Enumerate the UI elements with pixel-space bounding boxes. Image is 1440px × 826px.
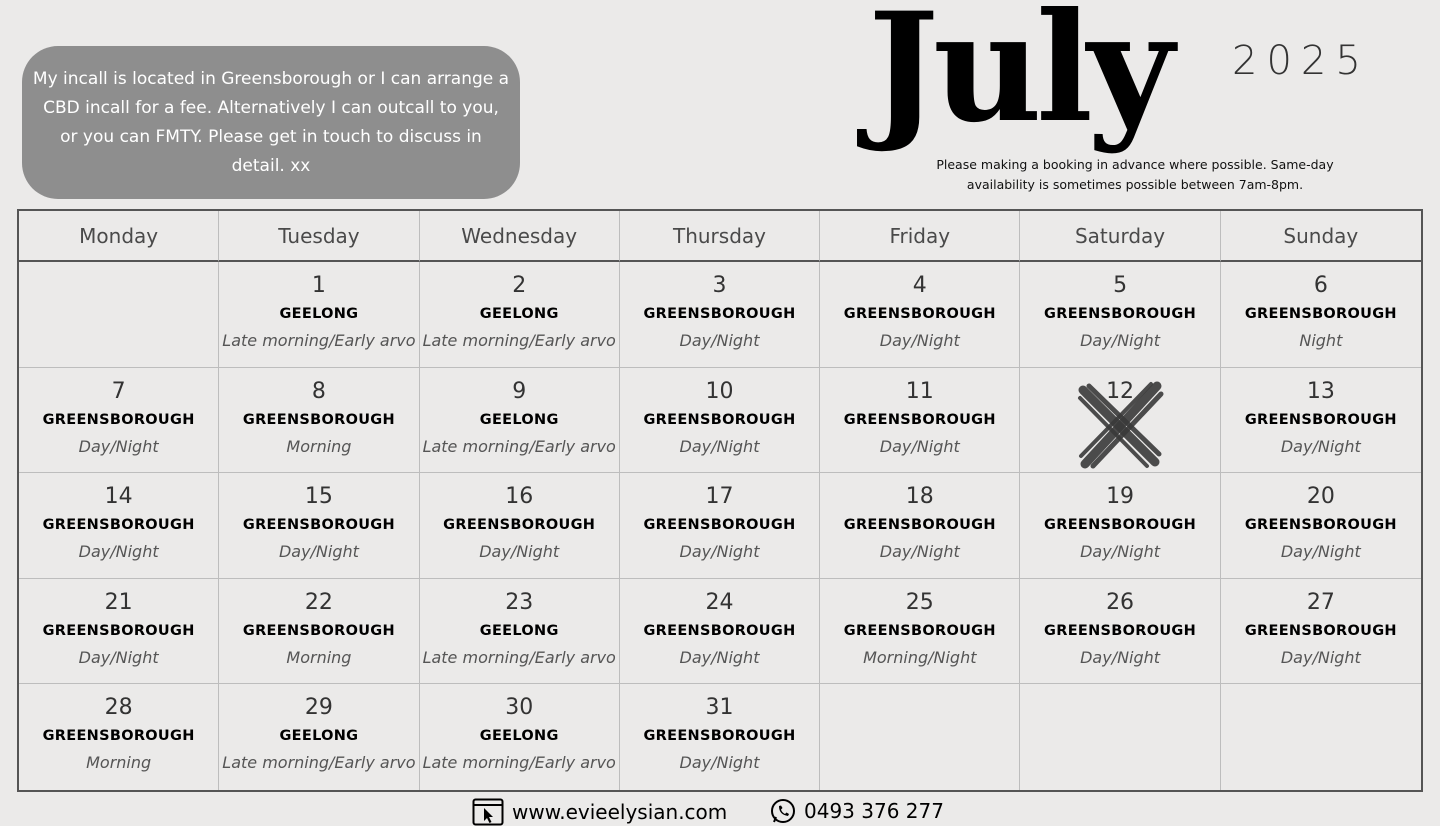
day-availability: Late morning/Early arvo	[422, 647, 616, 667]
day-location: GEELONG	[279, 306, 359, 322]
day-cell-15[interactable]	[219, 473, 419, 579]
day-cell-11[interactable]	[820, 368, 1020, 474]
year-label: 2025	[1232, 38, 1370, 84]
day-cell-5[interactable]	[1020, 262, 1220, 368]
day-availability: Day/Night	[679, 647, 760, 667]
day-number: 18	[905, 484, 934, 510]
day-number: 24	[705, 589, 734, 615]
day-number: 7	[111, 378, 126, 404]
day-cell-26[interactable]	[1020, 579, 1220, 685]
day-cell-1[interactable]	[219, 262, 419, 368]
day-cell-21[interactable]	[19, 579, 219, 685]
day-cell-29[interactable]	[219, 684, 419, 790]
day-cell-3[interactable]	[620, 262, 820, 368]
month-title: July	[868, 0, 1169, 156]
day-number: 9	[512, 378, 527, 404]
day-availability: Late morning/Early arvo	[222, 753, 416, 773]
day-location: GEELONG	[479, 728, 559, 745]
footer	[0, 796, 1440, 826]
weekday-header: Monday	[19, 211, 219, 262]
day-number: 17	[705, 484, 734, 510]
website-text: www.evieelysian.com	[512, 800, 728, 824]
day-availability: Day/Night	[1080, 331, 1161, 350]
day-location: GREENSBOROUGH	[843, 517, 996, 534]
day-location: GREENSBOROUGH	[843, 306, 996, 322]
day-availability: Day/Night	[1080, 647, 1161, 667]
day-number: 22	[304, 589, 333, 615]
day-location: GREENSBOROUGH	[643, 622, 796, 639]
day-number: 12	[1106, 378, 1135, 404]
day-location: GREENSBOROUGH	[643, 306, 796, 322]
day-number: 25	[905, 589, 934, 615]
day-location: GREENSBOROUGH	[1244, 306, 1397, 322]
weekday-header: Wednesday	[420, 211, 620, 262]
weekday-header: Tuesday	[219, 211, 419, 262]
day-number: 8	[311, 378, 326, 404]
day-number: 1	[311, 273, 326, 298]
day-cell-28[interactable]	[19, 684, 219, 790]
day-availability: Day/Night	[78, 542, 159, 562]
day-availability: Late morning/Early arvo	[422, 436, 616, 456]
day-cell-9[interactable]	[420, 368, 620, 474]
empty-day-cell	[1221, 684, 1421, 790]
day-number: 3	[712, 273, 727, 298]
day-number: 13	[1306, 378, 1335, 404]
day-location: GREENSBOROUGH	[242, 517, 395, 534]
empty-day-cell	[1020, 684, 1220, 790]
day-number: 28	[104, 695, 133, 721]
info-bubble	[22, 46, 520, 199]
day-cell-4[interactable]	[820, 262, 1020, 368]
day-number: 31	[705, 695, 734, 721]
day-number: 6	[1313, 273, 1328, 298]
day-cell-30[interactable]	[420, 684, 620, 790]
day-cell-6[interactable]	[1221, 262, 1421, 368]
day-availability: Morning	[286, 647, 352, 667]
day-number: 20	[1306, 484, 1335, 510]
day-cell-14[interactable]	[19, 473, 219, 579]
day-cell-20[interactable]	[1221, 473, 1421, 579]
day-cell-2[interactable]	[420, 262, 620, 368]
day-location: GREENSBOROUGH	[643, 411, 796, 428]
day-location: GREENSBOROUGH	[643, 728, 796, 745]
day-location: GREENSBOROUGH	[1044, 517, 1197, 534]
day-location: GREENSBOROUGH	[643, 517, 796, 534]
day-availability: Day/Night	[78, 436, 159, 456]
phone-text: 0493 376 277	[804, 799, 944, 823]
day-cell-23[interactable]	[420, 579, 620, 685]
day-location: GREENSBOROUGH	[242, 411, 395, 428]
day-cell-22[interactable]	[219, 579, 419, 685]
day-location: GREENSBOROUGH	[1044, 622, 1197, 639]
day-cell-31[interactable]	[620, 684, 820, 790]
day-number: 21	[104, 589, 133, 615]
day-location: GREENSBOROUGH	[42, 411, 195, 428]
day-availability: Morning	[86, 753, 152, 773]
day-availability: Late morning/Early arvo	[422, 331, 616, 350]
booking-note: Please making a booking in advance where possible. Same-day availability is sometimes possible between 7am-8pm.	[936, 157, 1334, 192]
day-number: 23	[505, 589, 534, 615]
day-availability: Day/Night	[1280, 647, 1361, 667]
day-location: GEELONG	[479, 306, 559, 322]
day-number: 4	[912, 273, 927, 298]
day-location: GEELONG	[479, 411, 559, 428]
day-cell-8[interactable]	[219, 368, 419, 474]
day-number: 11	[905, 378, 934, 404]
day-availability: Day/Night	[1080, 542, 1161, 562]
day-location: GREENSBOROUGH	[443, 517, 596, 534]
day-availability: Day/Night	[879, 542, 960, 562]
phone-link[interactable]	[770, 798, 944, 824]
weekday-header: Friday	[820, 211, 1020, 262]
day-availability: Day/Night	[679, 331, 760, 350]
day-cell-12[interactable]	[1020, 368, 1220, 474]
day-number: 10	[705, 378, 734, 404]
weekday-header: Thursday	[620, 211, 820, 262]
website-link[interactable]	[472, 798, 727, 826]
day-location: GREENSBOROUGH	[42, 728, 195, 745]
day-availability: Morning/Night	[863, 647, 977, 667]
day-availability: Morning	[286, 436, 352, 456]
day-cell-16[interactable]	[420, 473, 620, 579]
day-cell-7[interactable]	[19, 368, 219, 474]
day-number: 5	[1113, 273, 1128, 298]
day-number: 27	[1306, 589, 1335, 615]
day-cell-19[interactable]	[1020, 473, 1220, 579]
day-cell-10[interactable]	[620, 368, 820, 474]
day-number: 2	[512, 273, 527, 298]
day-number: 26	[1106, 589, 1135, 615]
day-availability: Late morning/Early arvo	[222, 331, 416, 350]
day-location: GREENSBOROUGH	[1244, 411, 1397, 428]
day-availability: Day/Night	[679, 542, 760, 562]
day-availability: Day/Night	[78, 647, 159, 667]
day-availability: Late morning/Early arvo	[422, 753, 616, 773]
day-location: GREENSBOROUGH	[42, 517, 195, 534]
calendar-grid	[17, 209, 1423, 792]
day-availability: Day/Night	[679, 436, 760, 456]
day-cell-27[interactable]	[1221, 579, 1421, 685]
day-location: GREENSBOROUGH	[843, 622, 996, 639]
weekday-header: Saturday	[1020, 211, 1220, 262]
day-availability: Night	[1299, 331, 1343, 350]
day-number: 15	[304, 484, 333, 510]
day-location: GREENSBOROUGH	[1044, 306, 1197, 322]
day-location: GEELONG	[279, 728, 359, 745]
day-location: GREENSBOROUGH	[242, 622, 395, 639]
day-number: 19	[1106, 484, 1135, 510]
day-location: GREENSBOROUGH	[1244, 622, 1397, 639]
empty-day-cell	[820, 684, 1020, 790]
phone-icon	[770, 798, 796, 824]
day-cell-18[interactable]	[820, 473, 1020, 579]
day-availability: Day/Night	[879, 436, 960, 456]
day-availability: Day/Night	[679, 753, 760, 773]
day-number: 30	[505, 695, 534, 721]
day-availability: Day/Night	[479, 542, 560, 562]
day-availability: Day/Night	[1280, 436, 1361, 456]
day-location: GREENSBOROUGH	[843, 411, 996, 428]
weekday-header: Sunday	[1221, 211, 1421, 262]
day-availability: Day/Night	[879, 331, 960, 350]
day-cell-24[interactable]	[620, 579, 820, 685]
day-availability: Day/Night	[1280, 542, 1361, 562]
day-number: 16	[505, 484, 534, 510]
empty-day-cell	[19, 262, 219, 368]
info-text: My incall is located in Greensborough or I can arrange a CBD incall for a fee. Alternatively I can outcall to you, or you can FMTY. Please get in touch to discuss in detail. xx	[32, 68, 510, 176]
day-number: 29	[304, 695, 333, 721]
day-location: GREENSBOROUGH	[42, 622, 195, 639]
browser-cursor-icon	[472, 798, 504, 826]
unavailable-cross-icon	[1075, 380, 1165, 470]
day-availability: Day/Night	[278, 542, 359, 562]
day-number: 14	[104, 484, 133, 510]
day-cell-25[interactable]	[820, 579, 1020, 685]
day-cell-17[interactable]	[620, 473, 820, 579]
day-location: GREENSBOROUGH	[1244, 517, 1397, 534]
day-location: GEELONG	[479, 622, 559, 639]
day-cell-13[interactable]	[1221, 368, 1421, 474]
